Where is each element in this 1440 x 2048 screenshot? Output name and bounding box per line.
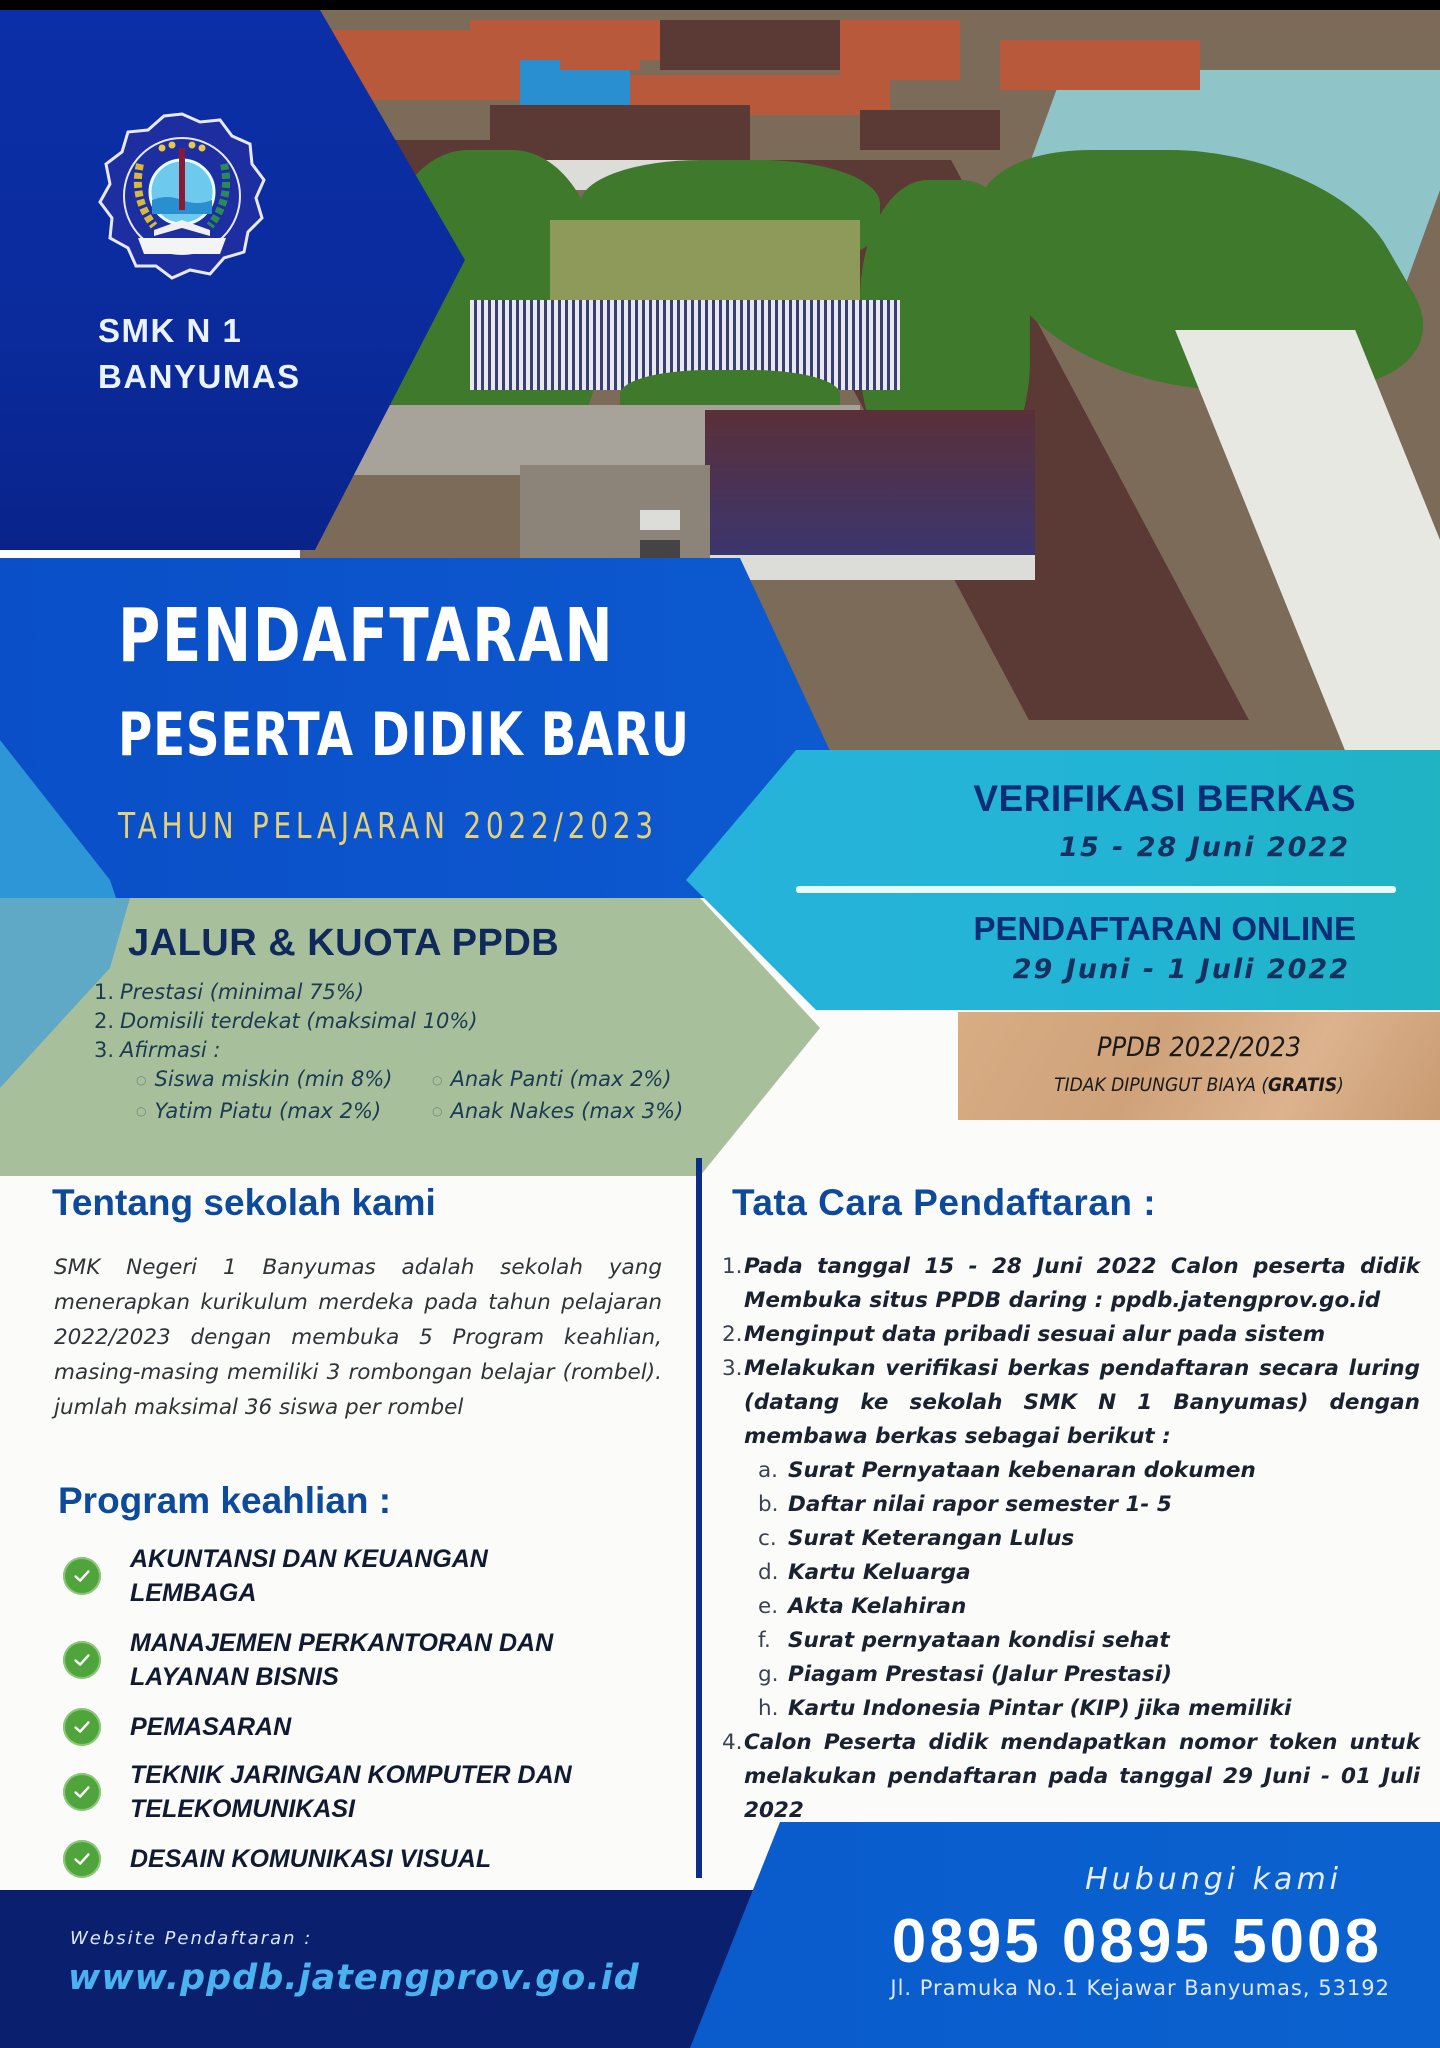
- jalur-item-number: 1.: [94, 980, 115, 1004]
- step-number: 2.: [722, 1322, 743, 1347]
- about-text: SMK Negeri 1 Banyumas adalah sekolah yang menerapkan kurikulum merdeka pada tahun pelajaran 2022/2023 dengan membuka 5 Program keahlian, masing-masing memiliki 3 rombongan belajar (rombel). jumlah maksimal 36 siswa per rombel: [54, 1255, 662, 1420]
- check-circle-icon: [63, 1641, 101, 1679]
- procedure-step: [722, 1250, 1420, 1318]
- document-label: Akta Kelahiran: [788, 1594, 967, 1619]
- free-fee-bold: GRATIS: [1268, 1074, 1338, 1096]
- document-label: Surat Pernyataan kebenaran dokumen: [788, 1458, 1256, 1483]
- program-label-line2: TELEKOMUNIKASI: [130, 1795, 355, 1823]
- circle-bullet-icon: ○: [432, 1104, 443, 1118]
- program-list: [60, 1542, 660, 1890]
- contact-address: Jl. Pramuka No.1 Kejawar Banyumas, 53192: [890, 1976, 1390, 2000]
- document-letter: b.: [758, 1492, 779, 1517]
- school-crest-icon: [92, 108, 272, 283]
- check-circle-icon: [63, 1708, 101, 1746]
- website-link[interactable]: www.ppdb.jatengprov.go.id: [68, 1958, 640, 1998]
- document-item: [758, 1658, 1420, 1692]
- document-letter: c.: [758, 1526, 777, 1551]
- check-circle-icon: [63, 1840, 101, 1878]
- document-item: [758, 1556, 1420, 1590]
- step-text: Pada tanggal 15 - 28 Juni 2022 Calon peserta didik Membuka situs PPDB daring : ppdb.jatengprov.go.id: [744, 1254, 1420, 1313]
- afirmasi-item: [136, 1097, 432, 1127]
- program-item: [60, 1842, 660, 1876]
- document-letter: e.: [758, 1594, 779, 1619]
- free-fee-text: [982, 1074, 1416, 1096]
- program-label-line2: LEMBAGA: [130, 1579, 257, 1607]
- school-name-line1: SMK N 1: [98, 312, 243, 349]
- jalur-item: [94, 1007, 478, 1036]
- step-text: Calon Peserta didik mendapatkan nomor token untuk melakukan pendaftaran pada tanggal 29 Juni - 01 Juli 2022: [744, 1730, 1420, 1823]
- document-letter: g.: [758, 1662, 779, 1687]
- school-name-line2: BANYUMAS: [98, 358, 301, 395]
- document-label: Kartu Indonesia Pintar (KIP) jika memiliki: [788, 1696, 1292, 1721]
- ppdb-poster: [0, 10, 1440, 2048]
- step-text: Melakukan verifikasi berkas pendaftaran secara luring (datang ke sekolah SMK N 1 Banyumas) dengan membawa berkas sebagai berikut :: [744, 1356, 1420, 1449]
- jalur-item-label: Afirmasi :: [120, 1038, 221, 1062]
- program-label-line1: PEMASARAN: [130, 1713, 292, 1741]
- afirmasi-item: [136, 1065, 432, 1095]
- online-date: 29 Juni - 1 Juli 2022: [1012, 954, 1350, 985]
- procedure-step: [722, 1726, 1420, 1828]
- program-label-line1: MANAJEMEN PERKANTORAN DAN: [130, 1629, 554, 1657]
- verifikasi-label: VERIFIKASI BERKAS: [973, 778, 1356, 819]
- school-name: [98, 308, 301, 400]
- step-text: Menginput data pribadi sesuai alur pada sistem: [744, 1322, 1326, 1347]
- afirmasi-label: Siswa miskin (min 8%): [154, 1067, 393, 1091]
- jalur-item: [94, 978, 478, 1007]
- about-heading: Tentang sekolah kami: [52, 1182, 436, 1223]
- document-item: [758, 1454, 1420, 1488]
- afirmasi-list: [136, 1065, 712, 1126]
- procedure-step: [722, 1352, 1420, 1454]
- document-letter: f.: [758, 1628, 771, 1653]
- circle-bullet-icon: ○: [136, 1072, 147, 1087]
- procedure-steps: [722, 1250, 1420, 1828]
- program-label-line1: TEKNIK JARINGAN KOMPUTER DAN: [130, 1761, 572, 1789]
- free-fee-prefix: TIDAK DIPUNGUT BIAYA (: [1054, 1074, 1269, 1096]
- document-label: Piagam Prestasi (Jalur Prestasi): [788, 1662, 1172, 1687]
- free-fee-title: PPDB 2022/2023: [1096, 1032, 1302, 1063]
- document-label: Surat Keterangan Lulus: [788, 1526, 1075, 1551]
- document-item: [758, 1624, 1420, 1658]
- program-item: [60, 1542, 660, 1610]
- afirmasi-item: [432, 1097, 712, 1127]
- circle-bullet-icon: ○: [136, 1104, 147, 1118]
- step-number: 4.: [722, 1730, 743, 1755]
- jalur-item-label: Domisili terdekat (maksimal 10%): [120, 1009, 478, 1033]
- afirmasi-item: [432, 1065, 712, 1095]
- procedure-step: [722, 1318, 1420, 1352]
- verifikasi-date: 15 - 28 Juni 2022: [1059, 832, 1350, 863]
- poster-title: PENDAFTARAN: [118, 593, 615, 679]
- online-label: PENDAFTARAN ONLINE: [973, 910, 1356, 947]
- website-label: Website Pendaftaran :: [70, 1928, 313, 1949]
- free-fee-suffix: ): [1337, 1074, 1344, 1096]
- afirmasi-label: Yatim Piatu (max 2%): [154, 1098, 382, 1123]
- document-letter: h.: [758, 1696, 779, 1721]
- program-label-line1: DESAIN KOMUNIKASI VISUAL: [130, 1845, 492, 1873]
- contact-label: Hubungi kami: [1085, 1862, 1342, 1897]
- jalur-item-label: Prestasi (minimal 75%): [120, 980, 365, 1004]
- document-list: [758, 1454, 1420, 1726]
- program-label-line1: AKUNTANSI DAN KEUANGAN: [130, 1545, 488, 1573]
- jalur-item-number: 3.: [94, 1038, 115, 1062]
- procedure-heading: Tata Cara Pendaftaran :: [732, 1182, 1157, 1223]
- circle-bullet-icon: ○: [432, 1072, 443, 1087]
- program-heading: Program keahlian :: [58, 1480, 392, 1521]
- program-label-line2: LAYANAN BISNIS: [130, 1663, 339, 1691]
- afirmasi-label: Anak Nakes (max 3%): [450, 1098, 684, 1123]
- document-label: Kartu Keluarga: [788, 1560, 971, 1585]
- check-circle-icon: [63, 1557, 101, 1595]
- column-divider: [696, 1158, 702, 1878]
- afirmasi-label: Anak Panti (max 2%): [450, 1067, 672, 1091]
- jalur-list: [94, 978, 478, 1065]
- document-letter: a.: [758, 1458, 779, 1483]
- document-label: Surat pernyataan kondisi sehat: [788, 1628, 1170, 1653]
- step-number: 1.: [722, 1254, 743, 1279]
- jalur-title: JALUR & KUOTA PPDB: [128, 922, 560, 964]
- document-label: Daftar nilai rapor semester 1- 5: [788, 1492, 1172, 1517]
- academic-year: TAHUN PELAJARAN 2022/2023: [118, 806, 658, 847]
- jalur-item-number: 2.: [94, 1009, 115, 1033]
- free-fee-card: [958, 1012, 1440, 1120]
- contact-phone[interactable]: 0895 0895 5008: [891, 1907, 1382, 1976]
- schedule-divider: [796, 886, 1396, 893]
- document-item: [758, 1522, 1420, 1556]
- document-item: [758, 1692, 1420, 1726]
- program-item: [60, 1758, 660, 1826]
- document-letter: d.: [758, 1560, 779, 1585]
- poster-subtitle: PESERTA DIDIK BARU: [118, 700, 690, 770]
- program-item: [60, 1710, 660, 1744]
- check-circle-icon: [63, 1773, 101, 1811]
- document-item: [758, 1488, 1420, 1522]
- step-number: 3.: [722, 1356, 743, 1381]
- document-item: [758, 1590, 1420, 1624]
- jalur-item: [94, 1036, 478, 1065]
- program-item: [60, 1626, 660, 1694]
